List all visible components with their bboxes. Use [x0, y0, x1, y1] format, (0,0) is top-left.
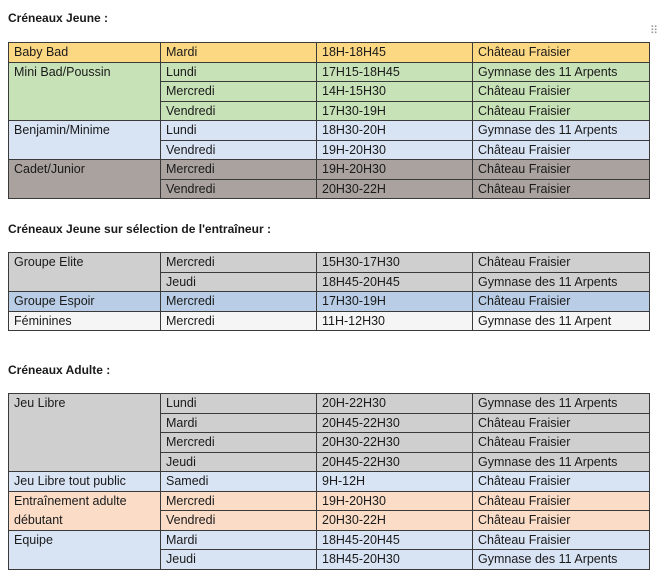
place-cell: Gymnase des 11 Arpents — [473, 550, 650, 570]
group-cell: Cadet/Junior — [9, 160, 161, 199]
day-cell: Lundi — [161, 394, 317, 414]
place-cell: Gymnase des 11 Arpents — [473, 452, 650, 472]
time-cell: 18H30-20H — [317, 121, 473, 141]
group-cell: Benjamin/Minime — [9, 121, 161, 160]
group-cell: Entraînement adulte — [9, 491, 161, 511]
table-row — [9, 292, 650, 312]
time-cell: 18H-18H45 — [317, 43, 473, 63]
time-cell: 20H30-22H — [317, 179, 473, 199]
table-row — [9, 62, 650, 82]
day-cell: Mardi — [161, 530, 317, 550]
time-cell: 15H30-17H30 — [317, 253, 473, 273]
day-cell: Mercredi — [161, 253, 317, 273]
day-cell: Mercredi — [161, 311, 317, 331]
place-cell: Château Fraisier — [473, 179, 650, 199]
day-cell: Mercredi — [161, 160, 317, 180]
day-cell: Jeudi — [161, 452, 317, 472]
day-cell: Jeudi — [161, 272, 317, 292]
place-cell: Château Fraisier — [473, 253, 650, 273]
time-cell: 19H-20H30 — [317, 160, 473, 180]
day-cell: Lundi — [161, 121, 317, 141]
place-cell: Château Fraisier — [473, 491, 650, 511]
time-cell: 18H45-20H30 — [317, 550, 473, 570]
group-cell: Jeu Libre — [9, 394, 161, 472]
time-cell: 20H45-22H30 — [317, 413, 473, 433]
table-row — [9, 253, 650, 273]
group-cell: Mini Bad/Poussin — [9, 62, 161, 121]
section-title-adulte: Créneaux Adulte : — [8, 363, 111, 377]
day-cell: Vendredi — [161, 179, 317, 199]
day-cell: Mercredi — [161, 491, 317, 511]
table-row — [9, 394, 650, 414]
place-cell: Château Fraisier — [473, 101, 650, 121]
place-cell: Château Fraisier — [473, 160, 650, 180]
schedule-table-adulte — [8, 393, 650, 570]
day-cell: Mardi — [161, 43, 317, 63]
time-cell: 20H30-22H — [317, 511, 473, 531]
group-cell: Groupe Elite — [9, 253, 161, 292]
place-cell: Gymnase des 11 Arpents — [473, 121, 650, 141]
place-cell: Château Fraisier — [473, 472, 650, 492]
place-cell: Château Fraisier — [473, 511, 650, 531]
time-cell: 17H15-18H45 — [317, 62, 473, 82]
place-cell: Château Fraisier — [473, 140, 650, 160]
time-cell: 14H-15H30 — [317, 82, 473, 102]
place-cell: Château Fraisier — [473, 433, 650, 453]
table-row — [9, 472, 650, 492]
time-cell: 17H30-19H — [317, 101, 473, 121]
schedule-table-jeune — [8, 42, 650, 199]
group-cell: Féminines — [9, 311, 161, 331]
place-cell: Gymnase des 11 Arpents — [473, 394, 650, 414]
time-cell: 9H-12H — [317, 472, 473, 492]
table-row — [9, 311, 650, 331]
table-row — [9, 491, 650, 511]
time-cell: 19H-20H30 — [317, 140, 473, 160]
place-cell: Gymnase des 11 Arpents — [473, 272, 650, 292]
day-cell: Mercredi — [161, 433, 317, 453]
time-cell: 18H45-20H45 — [317, 272, 473, 292]
day-cell: Mercredi — [161, 292, 317, 312]
place-cell: Gymnase des 11 Arpent — [473, 311, 650, 331]
table-row — [9, 121, 650, 141]
time-cell: 20H45-22H30 — [317, 452, 473, 472]
time-cell: 17H30-19H — [317, 292, 473, 312]
place-cell: Château Fraisier — [473, 530, 650, 550]
place-cell: Château Fraisier — [473, 292, 650, 312]
section-title-jeune: Créneaux Jeune : — [8, 11, 109, 25]
table-row — [9, 530, 650, 550]
day-cell: Vendredi — [161, 511, 317, 531]
day-cell: Mardi — [161, 413, 317, 433]
group-cell: Baby Bad — [9, 43, 161, 63]
day-cell: Vendredi — [161, 101, 317, 121]
time-cell: 18H45-20H45 — [317, 530, 473, 550]
place-cell: Château Fraisier — [473, 413, 650, 433]
day-cell: Vendredi — [161, 140, 317, 160]
time-cell: 19H-20H30 — [317, 491, 473, 511]
table-row — [9, 43, 650, 63]
time-cell: 20H30-22H30 — [317, 433, 473, 453]
table-row — [9, 160, 650, 180]
place-cell: Château Fraisier — [473, 82, 650, 102]
group-cell: Jeu Libre tout public — [9, 472, 161, 492]
place-cell: Château Fraisier — [473, 43, 650, 63]
section-title-selection: Créneaux Jeune sur sélection de l'entraîneur : — [8, 222, 271, 236]
day-cell: Lundi — [161, 62, 317, 82]
time-cell: 11H-12H30 — [317, 311, 473, 331]
group-cell: débutant — [9, 511, 161, 531]
day-cell: Jeudi — [161, 550, 317, 570]
place-cell: Gymnase des 11 Arpents — [473, 62, 650, 82]
group-cell: Equipe — [9, 530, 161, 569]
group-cell: Groupe Espoir — [9, 292, 161, 312]
table-move-handle-icon[interactable]: ⠿ — [649, 25, 659, 37]
time-cell: 20H-22H30 — [317, 394, 473, 414]
schedule-table-selection — [8, 252, 650, 331]
day-cell: Mercredi — [161, 82, 317, 102]
table-row — [9, 511, 650, 531]
day-cell: Samedi — [161, 472, 317, 492]
